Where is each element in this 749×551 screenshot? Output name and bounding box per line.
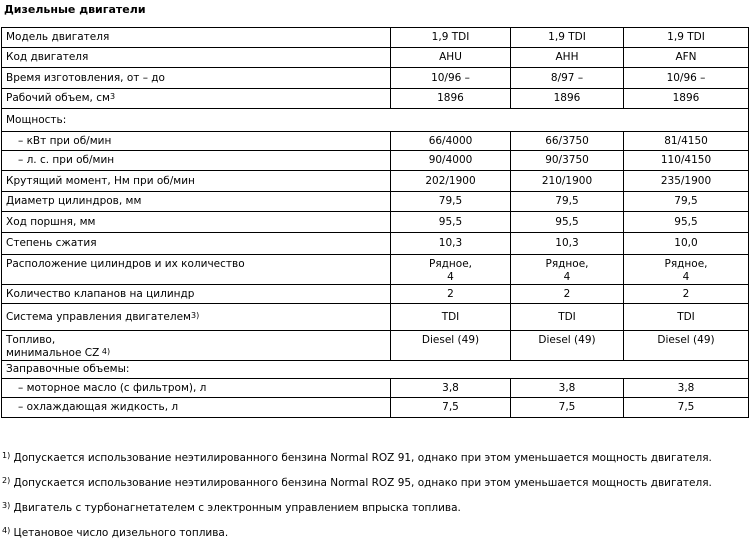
cell-value: TDI <box>511 304 624 331</box>
row-label-text: Диаметр цилиндров, мм <box>6 195 142 207</box>
table-row-header <box>2 28 749 48</box>
table-row <box>2 109 749 132</box>
row-label <box>2 233 391 255</box>
cell-value: TDI <box>391 304 511 331</box>
footnote-mark: 2) <box>2 476 11 485</box>
row-label-text: – кВт при об/мин <box>18 134 112 147</box>
footnote-mark: 4) <box>99 347 111 356</box>
row-label-text: Время изготовления, от – до <box>6 71 165 84</box>
cell-value: 10,0 <box>624 233 749 255</box>
cell-value: 95,5 <box>624 212 749 233</box>
footnote-mark: 4) <box>2 526 11 535</box>
row-label <box>2 212 391 233</box>
cell-value: 3,8 <box>624 379 749 398</box>
row-label: Модель двигателя <box>2 28 391 48</box>
cell-value: 210/1900 <box>511 171 624 192</box>
cell-value-line: 4 <box>447 271 454 283</box>
footnote-text: Допускается использование неэтилированного бензина Normal ROZ 95, однако при этом уменьшается мощность двигателя. <box>10 477 712 489</box>
row-label-text: Рабочий объем, см <box>6 92 110 104</box>
row-label-text: Мощность: <box>6 113 67 126</box>
cell-value <box>511 255 624 285</box>
cell-value: 7,5 <box>391 398 511 418</box>
cell-value: 66/4000 <box>391 132 511 151</box>
row-label-text: Заправочные объемы: <box>6 363 130 375</box>
cell-value: 7,5 <box>511 398 624 418</box>
row-label-text: – л. с. при об/мин <box>18 154 115 166</box>
table-row <box>2 151 749 171</box>
row-label-text: – моторное масло (с фильтром), л <box>18 381 207 394</box>
cell-value: 2 <box>624 285 749 304</box>
table-row <box>2 48 749 68</box>
column-header: 1,9 TDI <box>511 28 624 48</box>
cell-value: 110/4150 <box>624 151 749 171</box>
table-row <box>2 285 749 304</box>
table-row <box>2 398 749 418</box>
footnote <box>2 501 747 526</box>
table-row <box>2 379 749 398</box>
row-label <box>2 171 391 192</box>
cell-value: Diesel (49) <box>391 331 511 361</box>
cell-value-line: 4 <box>563 271 571 283</box>
row-label <box>2 331 391 361</box>
cell-value: 202/1900 <box>391 171 511 192</box>
cell-value: 1896 <box>624 89 749 109</box>
cell-value: AFN <box>624 48 749 68</box>
cell-value <box>391 255 511 285</box>
table-row <box>2 331 749 361</box>
table-row <box>2 171 749 192</box>
row-label-line: Топливо, <box>6 334 56 346</box>
footnote-mark: 3) <box>190 310 200 320</box>
cell-value-line: Рядное, <box>664 258 708 270</box>
row-label-text: Ход поршня, мм <box>6 215 96 228</box>
footnote-text: Допускается использование неэтилированного бензина Normal ROZ 91, однако при этом уменьшается мощность двигателя. <box>10 452 712 464</box>
column-header: 1,9 TDI <box>624 28 749 48</box>
cell-value: 2 <box>391 285 511 304</box>
row-label <box>2 255 391 285</box>
cell-value: AHH <box>511 48 624 68</box>
row-label <box>2 192 391 212</box>
table-row <box>2 361 749 379</box>
cell-value: 10,3 <box>511 233 624 255</box>
cell-value: 90/3750 <box>511 151 624 171</box>
cell-value: 79,5 <box>511 192 624 212</box>
row-label-text: Крутящий момент, Нм при об/мин <box>6 174 195 187</box>
row-label <box>2 68 391 89</box>
footnote-mark: 1) <box>2 451 11 460</box>
row-label-text: Код двигателя <box>6 51 89 63</box>
cell-value: 3,8 <box>391 379 511 398</box>
cell-value: 3,8 <box>511 379 624 398</box>
column-header: 1,9 TDI <box>391 28 511 48</box>
row-label <box>2 361 749 379</box>
cell-value: 66/3750 <box>511 132 624 151</box>
cell-value: 81/4150 <box>624 132 749 151</box>
cell-value: 10,3 <box>391 233 511 255</box>
footnote-mark: 3) <box>2 501 11 510</box>
row-label-text: Система управления двигателем <box>6 310 191 323</box>
page-title: Дизельные двигатели <box>4 3 146 16</box>
row-label <box>2 89 391 109</box>
footnote <box>2 451 747 476</box>
table-row <box>2 192 749 212</box>
cell-value-line: Рядное, <box>545 258 589 270</box>
row-label <box>2 109 749 132</box>
cell-value: TDI <box>624 304 749 331</box>
cell-value: Diesel (49) <box>511 331 624 361</box>
table-row <box>2 233 749 255</box>
cell-value: 79,5 <box>391 192 511 212</box>
cell-value: 1896 <box>511 89 624 109</box>
table-row <box>2 255 749 285</box>
cell-value: 8/97 – <box>511 68 624 89</box>
cell-value: 2 <box>511 285 624 304</box>
row-label-text: Количество клапанов на цилиндр <box>6 287 195 300</box>
footnote <box>2 476 747 501</box>
cell-value: 95,5 <box>511 212 624 233</box>
footnote-mark: 3 <box>109 92 116 101</box>
table-row <box>2 89 749 109</box>
cell-value-line: Рядное, <box>429 258 472 270</box>
table-row <box>2 68 749 89</box>
cell-value: 235/1900 <box>624 171 749 192</box>
row-label <box>2 398 391 418</box>
row-label-text: Расположение цилиндров и их количество <box>6 258 245 270</box>
row-label <box>2 304 391 331</box>
engine-spec-table <box>1 27 749 418</box>
cell-value: 1896 <box>391 89 511 109</box>
footnotes <box>2 451 747 551</box>
row-label <box>2 379 391 398</box>
cell-value: 10/96 – <box>391 68 511 89</box>
table-row <box>2 304 749 331</box>
cell-value: 95,5 <box>391 212 511 233</box>
footnote <box>2 526 747 551</box>
row-label-line: минимальное CZ <box>6 347 100 359</box>
row-label-text: – охлаждающая жидкость, л <box>18 401 179 413</box>
row-label <box>2 151 391 171</box>
table-row <box>2 132 749 151</box>
row-label <box>2 48 391 68</box>
cell-value: 79,5 <box>624 192 749 212</box>
cell-value: 10/96 – <box>624 68 749 89</box>
row-label <box>2 285 391 304</box>
cell-value: 7,5 <box>624 398 749 418</box>
cell-value: Diesel (49) <box>624 331 749 361</box>
footnote-text: Цетановое число дизельного топлива. <box>10 527 229 539</box>
cell-value: 90/4000 <box>391 151 511 171</box>
row-label <box>2 132 391 151</box>
row-label-text: Степень сжатия <box>6 237 97 249</box>
table-row <box>2 212 749 233</box>
cell-value <box>624 255 749 285</box>
cell-value-line: 4 <box>682 271 690 283</box>
footnote-text: Двигатель с турбонагнетателем с электронным управлением впрыска топлива. <box>10 502 461 514</box>
cell-value: AHU <box>391 48 511 68</box>
